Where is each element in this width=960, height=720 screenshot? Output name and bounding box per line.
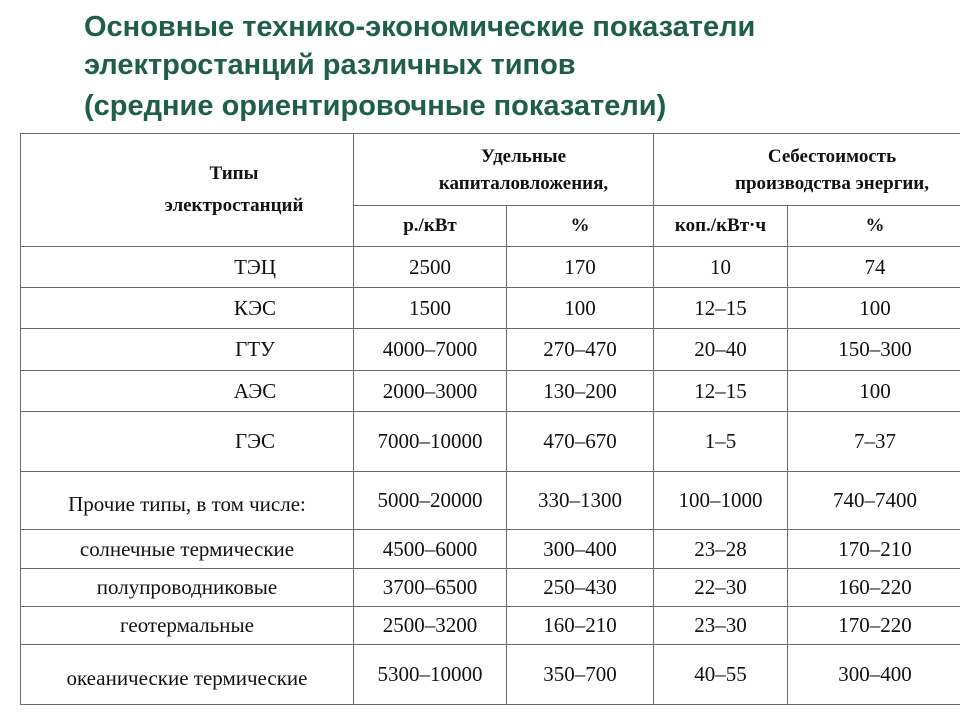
header-types <box>21 134 354 247</box>
cell-capital-rub: 2500–3200 <box>354 607 507 645</box>
cell-cost-percent: 100 <box>788 288 960 329</box>
cell-cost-kop: 10 <box>654 247 788 288</box>
cell-cost-kop: 12–15 <box>654 371 788 412</box>
cell-cost-kop: 1–5 <box>654 412 788 472</box>
header-unit-rub-per-kw: р./кВт <box>354 206 507 247</box>
cell-capital-percent: 100 <box>507 288 654 329</box>
header-unit-kop-per-kwh: коп./кВт·ч <box>654 206 788 247</box>
table-row <box>21 247 960 288</box>
cell-cost-kop: 12–15 <box>654 288 788 329</box>
header-energy-cost <box>654 134 960 206</box>
cell-cost-percent: 160–220 <box>788 569 960 607</box>
header-unit-percent: % <box>788 206 960 247</box>
header-capital-line-2: капиталовложения, <box>438 172 609 194</box>
row-name: Прочие типы, в том числе: <box>21 472 354 530</box>
header-cost-line-2: производства энергии, <box>735 172 929 194</box>
row-name: геотермальные <box>21 607 354 645</box>
table-row <box>21 607 960 645</box>
cell-capital-percent: 170 <box>507 247 654 288</box>
cell-capital-percent: 270–470 <box>507 329 654 371</box>
cell-cost-kop: 100–1000 <box>654 472 788 530</box>
cell-cost-percent: 100 <box>788 371 960 412</box>
cell-cost-percent: 170–220 <box>788 607 960 645</box>
cell-cost-percent: 300–400 <box>788 645 960 705</box>
cell-cost-percent: 150–300 <box>788 329 960 371</box>
header-capital-line-1: Удельные <box>480 145 567 167</box>
table-row <box>21 472 960 530</box>
row-name: полупроводниковые <box>21 569 354 607</box>
table-row <box>21 329 960 371</box>
cell-capital-rub: 1500 <box>354 288 507 329</box>
cell-cost-kop: 40–55 <box>654 645 788 705</box>
table-row <box>21 530 960 569</box>
cell-capital-rub: 4500–6000 <box>354 530 507 569</box>
header-cost-line-1: Себестоимость <box>767 145 897 167</box>
slide-title <box>84 8 755 125</box>
row-name: ГЭС <box>21 412 354 472</box>
header-types-line-1: Типы <box>209 163 259 184</box>
title-line-2: электростанций различных типов <box>84 49 576 81</box>
table-row <box>21 645 960 705</box>
row-name: океанические термические <box>21 645 354 705</box>
cell-capital-percent: 130–200 <box>507 371 654 412</box>
title-line-1: Основные технико-экономические показатели <box>84 11 756 43</box>
cell-capital-percent: 300–400 <box>507 530 654 569</box>
header-capital-investment <box>354 134 654 206</box>
table-row <box>21 371 960 412</box>
cell-cost-kop: 20–40 <box>654 329 788 371</box>
cell-capital-rub: 3700–6500 <box>354 569 507 607</box>
cell-cost-kop: 23–30 <box>654 607 788 645</box>
row-name: КЭС <box>21 288 354 329</box>
header-unit-percent: % <box>507 206 654 247</box>
table-row <box>21 288 960 329</box>
cell-cost-percent: 74 <box>788 247 960 288</box>
row-name: солнечные термические <box>21 530 354 569</box>
header-types-line-2: электростанций <box>164 195 304 216</box>
cell-capital-rub: 5300–10000 <box>354 645 507 705</box>
cell-capital-rub: 2500 <box>354 247 507 288</box>
cell-capital-percent: 350–700 <box>507 645 654 705</box>
cell-capital-percent: 160–210 <box>507 607 654 645</box>
row-name: ТЭЦ <box>21 247 354 288</box>
cell-capital-rub: 2000–3000 <box>354 371 507 412</box>
cell-capital-rub: 5000–20000 <box>354 472 507 530</box>
row-name: ГТУ <box>21 329 354 371</box>
table-row <box>21 412 960 472</box>
cell-cost-percent: 170–210 <box>788 530 960 569</box>
cell-capital-rub: 4000–7000 <box>354 329 507 371</box>
cell-cost-percent: 740–7400 <box>788 472 960 530</box>
cell-capital-percent: 470–670 <box>507 412 654 472</box>
table-row <box>21 569 960 607</box>
title-line-3: (средние ориентировочные показатели) <box>84 90 667 122</box>
cell-capital-percent: 250–430 <box>507 569 654 607</box>
cell-cost-kop: 22–30 <box>654 569 788 607</box>
cell-capital-percent: 330–1300 <box>507 472 654 530</box>
row-name: АЭС <box>21 371 354 412</box>
cell-cost-percent: 7–37 <box>788 412 960 472</box>
indicators-table <box>20 133 960 705</box>
cell-capital-rub: 7000–10000 <box>354 412 507 472</box>
cell-cost-kop: 23–28 <box>654 530 788 569</box>
